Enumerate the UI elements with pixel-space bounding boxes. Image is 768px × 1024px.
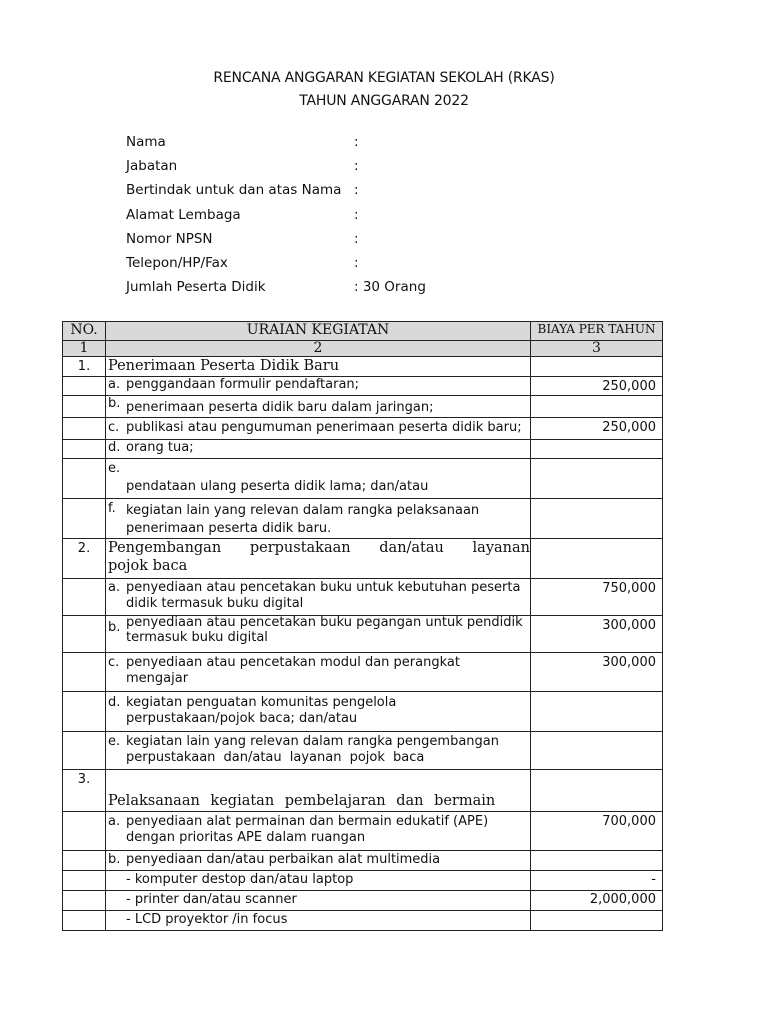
item-amount: [531, 440, 663, 459]
item-letter: d.: [108, 440, 121, 455]
item-amount: [531, 499, 663, 539]
item-amount: [531, 732, 663, 770]
item-text-line2: mengajar: [126, 671, 189, 686]
item-amount: 300,000: [531, 653, 663, 692]
info-label: Alamat Lembaga: [126, 206, 241, 223]
section-row: [63, 539, 663, 579]
item-letter: d.: [108, 695, 121, 710]
section-number: 2.: [63, 539, 106, 579]
item-amount: -: [531, 871, 663, 891]
item-text: - komputer destop dan/atau laptop: [106, 871, 531, 891]
item-amount: [531, 911, 663, 931]
table-row: [63, 891, 663, 911]
header-no: NO.: [63, 322, 106, 341]
table-header-number-row: [63, 341, 663, 357]
table-row: [63, 459, 663, 499]
table-row: [63, 812, 663, 851]
item-text-line1: penyediaan alat permainan dan bermain edukatif (APE): [126, 814, 489, 829]
table-header-row: [63, 322, 663, 341]
info-label: Telepon/HP/Fax: [126, 254, 228, 271]
info-value: :: [354, 206, 359, 223]
table-row: [63, 692, 663, 732]
table-row: [63, 418, 663, 440]
info-row-npsn: [126, 231, 426, 255]
table-row: [63, 732, 663, 770]
item-amount: 300,000: [531, 616, 663, 653]
item-text-line2: perpustakaan dan/atau layanan pojok baca: [126, 750, 425, 765]
document-subtitle: TAHUN ANGGARAN 2022: [299, 93, 469, 109]
info-label: Jabatan: [126, 158, 178, 175]
table-row: [63, 499, 663, 539]
section-title: Penerimaan Peserta Didik Baru: [106, 357, 531, 377]
item-text-line2: didik termasuk buku digital: [126, 596, 304, 611]
item-text-line2: termasuk buku digital: [126, 630, 268, 645]
item-letter: a.: [108, 580, 121, 595]
item-letter: e.: [108, 734, 121, 749]
info-row-alamat: [126, 207, 426, 231]
info-label: Bertindak untuk dan atas Nama: [126, 182, 342, 199]
identity-block: [126, 134, 426, 303]
header-biaya-text: BIAYA PER TAHUN: [537, 322, 656, 336]
table-row: [63, 377, 663, 396]
header-num-2: 2: [106, 341, 531, 357]
info-label: Nomor NPSN: [126, 230, 213, 247]
section-title-line2: pojok baca: [108, 558, 188, 574]
table-row: [63, 616, 663, 653]
item-text: orang tua;: [126, 440, 194, 455]
item-letter: b.: [108, 852, 121, 867]
info-row-nama: [126, 134, 426, 158]
info-value: :: [354, 254, 359, 271]
info-value: :: [354, 230, 359, 247]
info-row-jabatan: [126, 158, 426, 182]
header-num-3: 3: [531, 341, 663, 357]
budget-table: [62, 321, 663, 931]
item-amount: 750,000: [531, 579, 663, 616]
item-text-line1: penyediaan atau pencetakan buku untuk kebutuhan peserta: [126, 580, 521, 595]
section-number: 3.: [63, 770, 106, 812]
item-text-line1: penyediaan atau pencetakan buku pegangan untuk pendidik: [126, 615, 523, 630]
table-row: [63, 579, 663, 616]
item-text: penggandaan formulir pendaftaran;: [126, 377, 360, 392]
item-letter: a.: [108, 814, 121, 829]
item-amount: [531, 459, 663, 499]
document-title: RENCANA ANGGARAN KEGIATAN SEKOLAH (RKAS): [213, 70, 555, 86]
item-text-line1: kegiatan penguatan komunitas pengelola: [126, 695, 397, 710]
item-letter: c.: [108, 655, 120, 670]
item-amount: 700,000: [531, 812, 663, 851]
item-text: - LCD proyektor /in focus: [106, 911, 531, 931]
table-row: [63, 911, 663, 931]
header-uraian: URAIAN KEGIATAN: [106, 322, 531, 341]
item-text: publikasi atau pengumuman penerimaan peserta didik baru;: [126, 420, 522, 435]
section-title: Pelaksanaan kegiatan pembelajaran dan bermain: [106, 770, 531, 812]
item-text: - printer dan/atau scanner: [106, 891, 531, 911]
table-row: [63, 871, 663, 891]
item-letter: e.: [108, 461, 121, 476]
item-amount: [531, 396, 663, 418]
info-value: :: [354, 134, 359, 150]
item-text-line1: kegiatan lain yang relevan dalam rangka pelaksanaan: [126, 503, 480, 518]
table-row: [63, 653, 663, 692]
item-letter: f.: [108, 501, 116, 516]
item-letter: c.: [108, 420, 120, 435]
section-row: [63, 770, 663, 812]
header-num-1: 1: [63, 341, 106, 357]
item-text: pendataan ulang peserta didik lama; dan/atau: [126, 479, 429, 494]
section-number: 1.: [63, 357, 106, 377]
item-letter: a.: [108, 377, 121, 392]
info-value: :: [354, 158, 359, 175]
info-row-bertindak: [126, 182, 426, 206]
item-text: penyediaan dan/atau perbaikan alat multimedia: [126, 852, 441, 867]
item-amount: 250,000: [531, 377, 663, 396]
section-row: [63, 357, 663, 377]
info-value: :: [354, 182, 359, 199]
item-letter: b.: [108, 396, 121, 411]
item-text-line2: penerimaan peserta didik baru.: [126, 521, 332, 536]
item-amount: 250,000: [531, 418, 663, 440]
info-label: Jumlah Peserta Didik: [126, 279, 266, 296]
item-text-line2: dengan prioritas APE dalam ruangan: [126, 830, 366, 845]
info-value: : 30 Orang: [354, 279, 426, 296]
info-label: Nama: [126, 134, 166, 150]
item-text-line2: perpustakaan/pojok baca; dan/atau: [126, 711, 358, 726]
header-biaya: [531, 322, 663, 341]
info-row-telepon: [126, 255, 426, 279]
item-amount: [531, 692, 663, 732]
item-text-line1: penyediaan atau pencetakan modul dan perangkat: [126, 655, 460, 670]
info-row-jumlah: [126, 279, 426, 303]
item-text-line1: kegiatan lain yang relevan dalam rangka pengembangan: [126, 734, 499, 749]
table-row: [63, 440, 663, 459]
item-amount: [531, 851, 663, 871]
item-letter: b.: [108, 620, 121, 635]
table-row: [63, 396, 663, 418]
section-title-line1: Pengembangan perpustakaan dan/atau layanan: [108, 540, 530, 556]
item-amount: 2,000,000: [531, 891, 663, 911]
item-text: penerimaan peserta didik baru dalam jaringan;: [126, 400, 434, 415]
table-row: [63, 851, 663, 871]
